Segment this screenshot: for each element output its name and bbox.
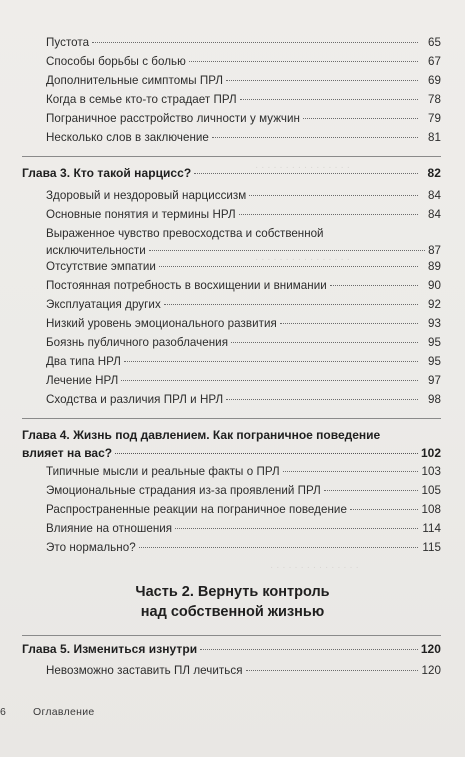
toc-entry[interactable] <box>46 336 441 350</box>
toc-entry-page: 105 <box>421 484 441 497</box>
divider <box>22 635 441 636</box>
leader-dots <box>330 285 418 286</box>
leader-dots <box>159 266 418 267</box>
toc-entry[interactable] <box>46 393 441 407</box>
footer-running-title: Оглавление <box>33 706 95 718</box>
toc-entry-page: 78 <box>428 93 441 106</box>
toc-entry[interactable] <box>46 522 441 536</box>
leader-dots <box>115 453 418 454</box>
toc-entry-page: 69 <box>428 74 441 87</box>
toc-entry[interactable] <box>46 225 441 259</box>
footer-page-number: 6 <box>0 706 6 718</box>
leader-dots <box>303 118 418 119</box>
chapter-page: 82 <box>427 166 441 180</box>
part-title-line1: Часть 2. Вернуть контроль <box>135 584 330 600</box>
toc-entry-label: Когда в семье кто-то страдает ПРЛ <box>46 93 237 106</box>
toc-entry-page: 95 <box>428 336 441 349</box>
leader-dots <box>175 528 418 529</box>
toc-entry-page: 87 <box>428 244 441 257</box>
toc-entry-page: 98 <box>428 393 441 406</box>
leader-dots <box>249 195 418 196</box>
toc-entry-page: 115 <box>422 541 441 554</box>
show-through-text: · · · · · · · · · · · · · · · · <box>255 254 350 265</box>
toc-entry[interactable] <box>46 484 441 498</box>
leader-dots <box>124 361 418 362</box>
toc-entry[interactable] <box>46 36 441 50</box>
toc-entry-page: 90 <box>428 279 441 292</box>
leader-dots <box>189 61 418 62</box>
leader-dots <box>121 380 418 381</box>
toc-entry-page: 89 <box>428 260 441 273</box>
toc-entry-page: 84 <box>428 189 441 202</box>
toc-entry-label-line2: исключительности <box>46 244 146 257</box>
toc-entry-label: Влияние на отношения <box>46 522 173 535</box>
toc-entry[interactable] <box>46 131 441 145</box>
chapter-heading[interactable] <box>22 642 441 656</box>
toc-entry-page: 95 <box>428 355 441 368</box>
toc-entry[interactable] <box>46 541 441 555</box>
toc-entry-label: Невозможно заставить ПЛ лечиться <box>46 664 243 677</box>
toc-entry-label: Несколько слов в заключение <box>46 131 209 144</box>
toc-entry-label: Пограничное расстройство личности у мужчин <box>46 112 300 125</box>
leader-dots <box>231 342 418 343</box>
chapter-title-line1: Глава 4. Жизнь под давлением. Как пограничное поведение <box>22 428 381 442</box>
toc-entry[interactable] <box>46 298 441 312</box>
leader-dots <box>92 42 418 43</box>
leader-dots <box>246 670 418 671</box>
chapter-page: 102 <box>420 446 441 460</box>
toc-entry-page: 114 <box>422 522 441 535</box>
leader-dots <box>280 323 418 324</box>
leader-dots <box>194 173 418 174</box>
toc-entry-page: 65 <box>428 36 441 49</box>
chapter-heading[interactable] <box>22 426 441 462</box>
toc-entry-label: Боязнь публичного разоблачения <box>46 336 229 349</box>
toc-entry-label: Отсутствие эмпатии <box>46 260 156 273</box>
toc-entry-page: 103 <box>421 465 441 478</box>
part-title-line2: над собственной жизнью <box>140 604 325 620</box>
toc-entry-label: Эксплуатация других <box>46 298 161 311</box>
toc-entry-page: 120 <box>421 664 441 677</box>
leader-dots <box>149 250 425 251</box>
toc-entry-page: 108 <box>421 503 441 516</box>
toc-entry[interactable] <box>46 55 441 69</box>
chapter-heading[interactable] <box>22 166 441 180</box>
toc-entry-label: Основные понятия и термины НРЛ <box>46 208 236 221</box>
chapter-title: Глава 3. Кто такой нарцисс? <box>22 166 192 180</box>
leader-dots <box>350 509 418 510</box>
leader-dots <box>200 649 418 650</box>
toc-entry-page: 97 <box>428 374 441 387</box>
toc-entry-label: Низкий уровень эмоционального развития <box>46 317 277 330</box>
show-through-text: · · · · · · · · · · · · · · · · <box>255 162 350 173</box>
toc-entry[interactable] <box>46 208 441 222</box>
toc-entry-label: Типичные мысли и реальные факты о ПРЛ <box>46 465 280 478</box>
toc-entry[interactable] <box>46 374 441 388</box>
toc-entry-label: Способы борьбы с болью <box>46 55 186 68</box>
divider <box>22 418 441 419</box>
toc-entry-page: 79 <box>428 112 441 125</box>
divider <box>22 156 441 157</box>
leader-dots <box>239 214 418 215</box>
toc-entry-label: Здоровый и нездоровый нарциссизм <box>46 189 247 202</box>
toc-entry[interactable] <box>46 279 441 293</box>
toc-entry-label: Дополнительные симптомы ПРЛ <box>46 74 224 87</box>
leader-dots <box>212 137 418 138</box>
chapter-title: Глава 5. Измениться изнутри <box>22 642 198 656</box>
toc-entry[interactable] <box>46 503 441 517</box>
toc-entry[interactable] <box>46 74 441 88</box>
toc-entry-page: 93 <box>428 317 441 330</box>
toc-entry-label: Пустота <box>46 36 90 49</box>
leader-dots <box>139 547 418 548</box>
toc-entry-label: Эмоциональные страдания из-за проявлений ПРЛ <box>46 484 321 497</box>
chapter-title-line2: влияет на вас? <box>22 446 113 460</box>
toc-entry-label: Распространенные реакции на пограничное поведение <box>46 503 347 516</box>
toc-entry-label: Лечение НРЛ <box>46 374 119 387</box>
leader-dots <box>226 399 418 400</box>
chapter-page: 120 <box>420 642 441 656</box>
toc-entry[interactable] <box>46 317 441 331</box>
toc-entry[interactable] <box>46 93 441 107</box>
leader-dots <box>164 304 418 305</box>
toc-entry-label: Сходства и различия ПРЛ и НРЛ <box>46 393 224 406</box>
toc-entry-label: Постоянная потребность в восхищении и внимании <box>46 279 327 292</box>
leader-dots <box>240 99 418 100</box>
show-through-text: · · · · · · · · · · · · · · · <box>270 562 359 573</box>
toc-entry[interactable] <box>46 189 441 203</box>
toc-entry-label: Два типа НРЛ <box>46 355 121 368</box>
toc-entry[interactable] <box>46 112 441 126</box>
toc-entry[interactable] <box>46 465 441 479</box>
leader-dots <box>324 490 418 491</box>
toc-entry[interactable] <box>46 260 441 274</box>
leader-dots <box>226 80 418 81</box>
toc-entry-page: 84 <box>428 208 441 221</box>
leader-dots <box>283 471 418 472</box>
toc-entry-page: 92 <box>428 298 441 311</box>
toc-entry-label: Это нормально? <box>46 541 136 554</box>
toc-entry-page: 67 <box>428 55 441 68</box>
toc-entry-label-line1: Выраженное чувство превосходства и собственной <box>46 227 324 240</box>
toc-entry[interactable] <box>46 664 441 678</box>
toc-entry[interactable] <box>46 355 441 369</box>
toc-entry-page: 81 <box>428 131 441 144</box>
